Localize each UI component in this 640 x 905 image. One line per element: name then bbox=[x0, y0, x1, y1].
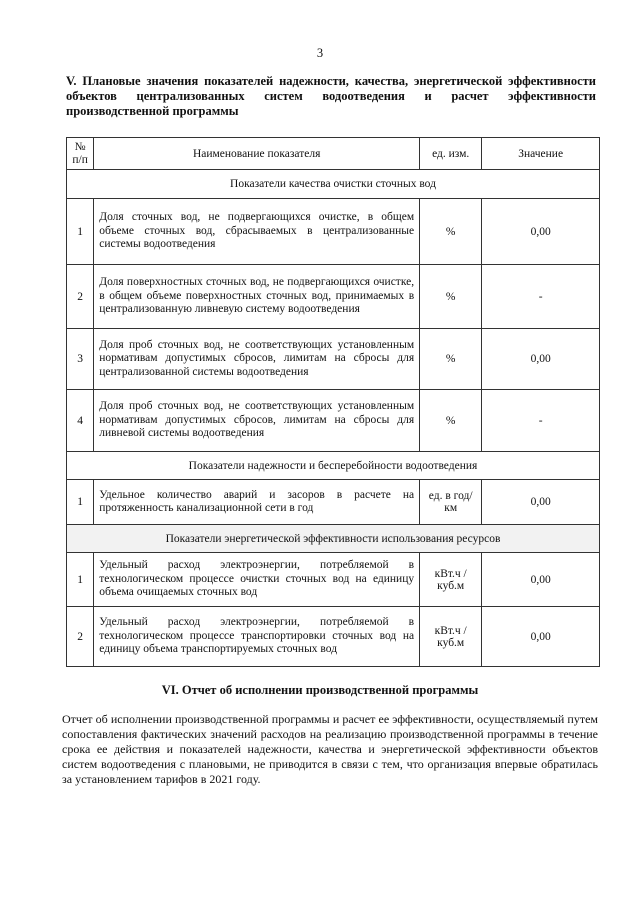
row-num: 1 bbox=[67, 199, 94, 265]
header-num: № п/п bbox=[67, 138, 94, 170]
row-unit: % bbox=[420, 265, 482, 329]
row-unit: % bbox=[420, 199, 482, 265]
row-value: 0,00 bbox=[482, 329, 600, 390]
row-value: 0,00 bbox=[482, 607, 600, 667]
row-unit: % bbox=[420, 329, 482, 390]
row-num: 1 bbox=[67, 480, 94, 525]
row-value: 0,00 bbox=[482, 199, 600, 265]
row-name: Доля поверхностных сточных вод, не подвергающихся очистке, в общем объеме поверхностных сточных вод, принимаемых в централизованную ливневую систему водоотведения bbox=[94, 265, 420, 329]
table-row bbox=[67, 265, 600, 329]
page-number: 3 bbox=[316, 46, 324, 60]
row-unit: % bbox=[420, 390, 482, 452]
group-title: Показатели качества очистки сточных вод bbox=[67, 170, 600, 199]
row-num: 4 bbox=[67, 390, 94, 452]
group-title: Показатели энергетической эффективности использования ресурсов bbox=[67, 525, 600, 553]
table-row bbox=[67, 480, 600, 525]
header-unit: ед. изм. bbox=[420, 138, 482, 170]
table-row bbox=[67, 199, 600, 265]
table-row bbox=[67, 329, 600, 390]
group-row-quality bbox=[67, 170, 600, 199]
row-value: 0,00 bbox=[482, 553, 600, 607]
group-row-energy bbox=[67, 525, 600, 553]
report-paragraph: Отчет об исполнении производственной программы и расчет ее эффективности, осуществляемый путем сопоставления фактических значений расходов на реализацию производственной программы в течение срока ее действия и показателей надежности, качества и энергетической эффективности объектов систем водоотведения с плановыми, не приводится в связи с тем, что организация впервые обратилась за установлением тарифов в 2021 году. bbox=[62, 712, 598, 786]
row-value: - bbox=[482, 265, 600, 329]
section-vi-title: VI. Отчет об исполнении производственной программы bbox=[161, 683, 479, 697]
row-unit: ед. в год/ км bbox=[420, 480, 482, 525]
row-name: Удельное количество аварий и засоров в расчете на протяженность канализационной сети в год bbox=[94, 480, 420, 525]
row-name: Доля проб сточных вод, не соответствующих установленным нормативам допустимых сбросов, лимитам на сбросы для ливневой системы водоотведения bbox=[94, 390, 420, 452]
group-row-reliability bbox=[67, 452, 600, 480]
row-unit: кВт.ч / куб.м bbox=[420, 553, 482, 607]
table-row bbox=[67, 607, 600, 667]
row-name: Удельный расход электроэнергии, потребляемой в технологическом процессе очистки сточных вод на единицу объема очищаемых сточных вод bbox=[94, 553, 420, 607]
table-header-row bbox=[67, 138, 600, 170]
table-row bbox=[67, 553, 600, 607]
row-name: Удельный расход электроэнергии, потребляемой в технологическом процессе транспортировки сточных вод на единицу объема транспортируемых сточных вод bbox=[94, 607, 420, 667]
row-num: 3 bbox=[67, 329, 94, 390]
row-num: 2 bbox=[67, 607, 94, 667]
indicators-table bbox=[66, 137, 600, 667]
row-name: Доля проб сточных вод, не соответствующих установленным нормативам допустимых сбросов, лимитам на сбросы для централизованной системы водоотведения bbox=[94, 329, 420, 390]
row-num: 1 bbox=[67, 553, 94, 607]
row-value: - bbox=[482, 390, 600, 452]
section-v-title: V. Плановые значения показателей надежности, качества, энергетической эффективности объектов централизованных систем водоотведения и расчет эффективности производственной программы bbox=[66, 74, 596, 118]
row-name: Доля сточных вод, не подвергающихся очистке, в общем объеме сточных вод, сбрасываемых в централизованные системы водоотведения bbox=[94, 199, 420, 265]
row-unit: кВт.ч / куб.м bbox=[420, 607, 482, 667]
header-name: Наименование показателя bbox=[94, 138, 420, 170]
row-num: 2 bbox=[67, 265, 94, 329]
header-value: Значение bbox=[482, 138, 600, 170]
table-row bbox=[67, 390, 600, 452]
group-title: Показатели надежности и бесперебойности водоотведения bbox=[67, 452, 600, 480]
row-value: 0,00 bbox=[482, 480, 600, 525]
